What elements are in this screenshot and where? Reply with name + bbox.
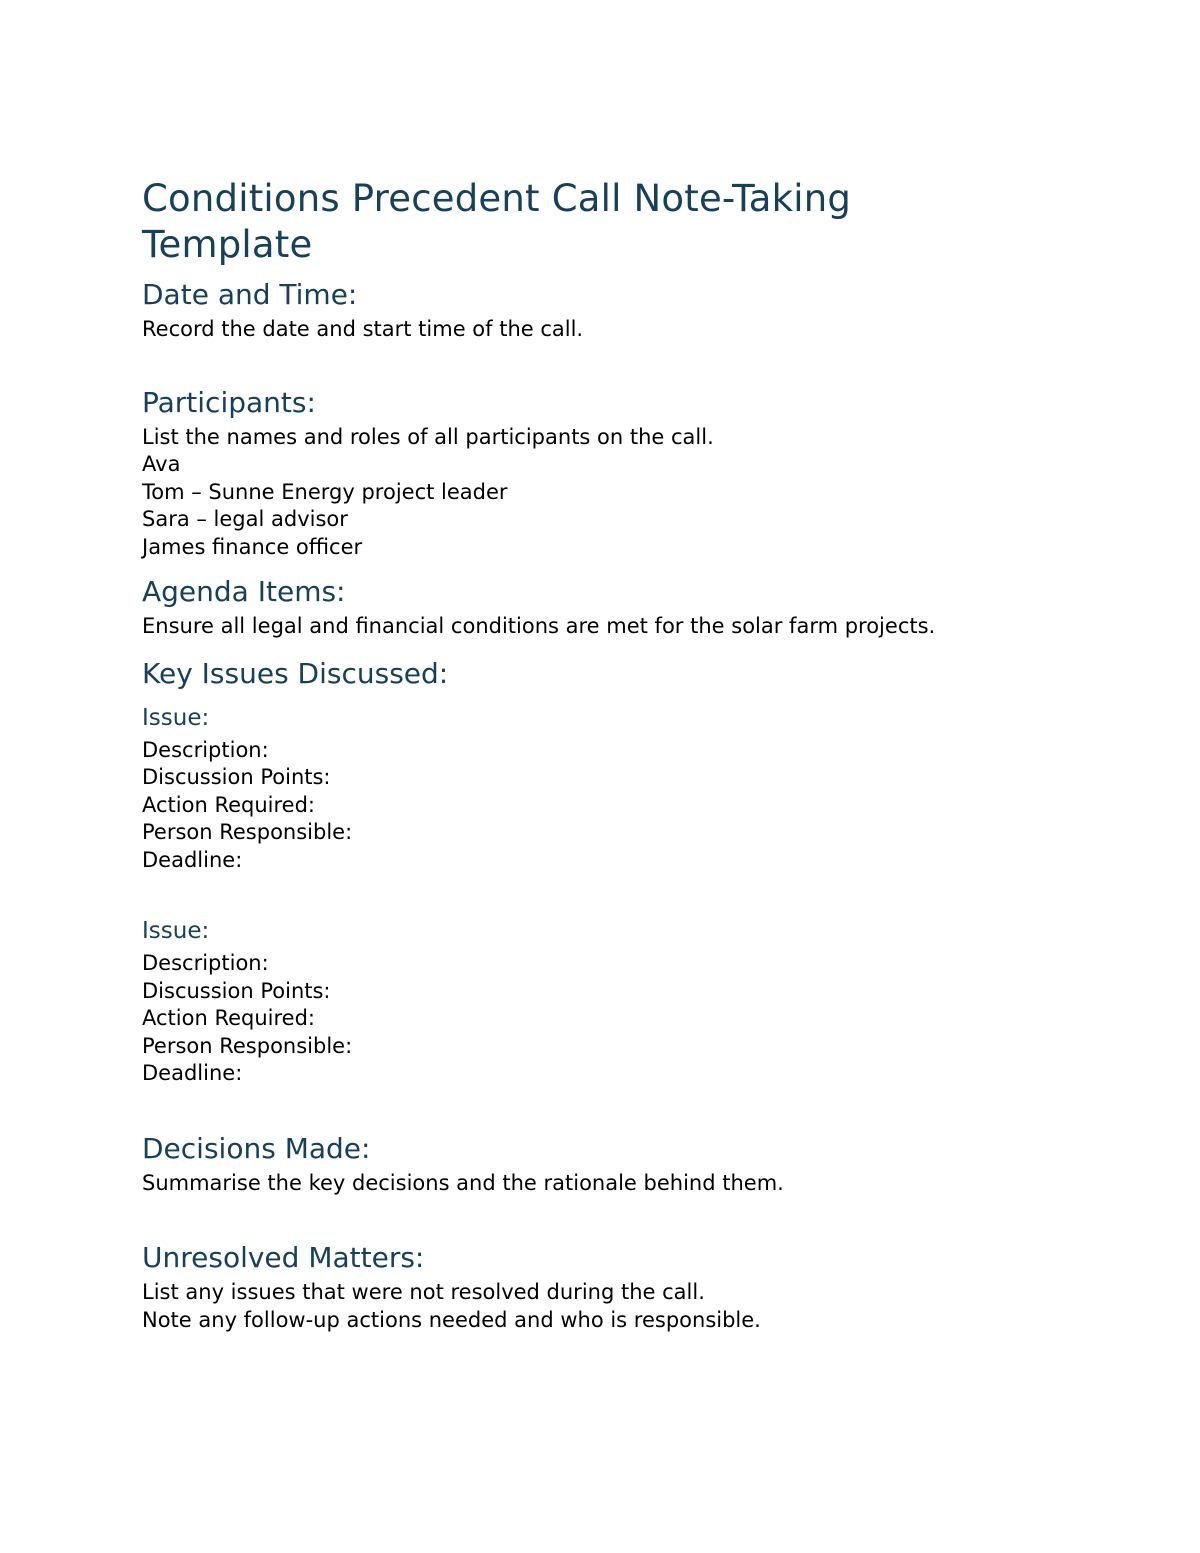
issue-block xyxy=(142,916,1102,1088)
date-time-text: Record the date and start time of the call. xyxy=(142,317,584,341)
heading-agenda: Agenda Items: xyxy=(142,575,346,608)
issue-field-deadline: Deadline: xyxy=(142,847,243,872)
heading-date-time: Date and Time: xyxy=(142,278,358,311)
heading-participants: Participants: xyxy=(142,385,316,419)
heading-key-issues: Key Issues Discussed: xyxy=(142,656,449,690)
heading-unresolved: Unresolved Matters: xyxy=(142,1241,425,1274)
decisions-text: Summarise the key decisions and the rationale behind them. xyxy=(142,1170,784,1195)
unresolved-line: Note any follow-up actions needed and who is responsible. xyxy=(142,1307,761,1332)
issue-heading: Issue: xyxy=(142,704,210,731)
participant-item: James finance officer xyxy=(142,534,363,559)
document-title: Conditions Precedent Call Note-Taking Template xyxy=(142,177,852,266)
issue-field-person-responsible: Person Responsible: xyxy=(142,820,353,844)
issue-field-action-required: Action Required: xyxy=(142,1006,315,1030)
issue-block xyxy=(142,703,1102,875)
participant-item: Sara – legal advisor xyxy=(142,507,348,531)
issue-field-description: Description: xyxy=(142,737,269,762)
agenda-text: Ensure all legal and financial conditions are met for the solar farm projects. xyxy=(142,614,936,638)
issue-field-discussion-points: Discussion Points: xyxy=(142,765,331,789)
document-page xyxy=(142,176,1102,1334)
participants-intro: List the names and roles of all participants on the call. xyxy=(142,424,714,449)
issue-field-action-required: Action Required: xyxy=(142,792,315,817)
issue-field-discussion-points: Discussion Points: xyxy=(142,978,331,1003)
section-participants xyxy=(142,386,1102,562)
participant-item: Tom – Sunne Energy project leader xyxy=(142,479,508,504)
section-agenda xyxy=(142,575,1102,641)
unresolved-line: List any issues that were not resolved during the call. xyxy=(142,1280,705,1304)
section-unresolved xyxy=(142,1241,1102,1334)
issue-field-person-responsible: Person Responsible: xyxy=(142,1033,353,1058)
issue-field-deadline: Deadline: xyxy=(142,1061,243,1085)
section-key-issues xyxy=(142,657,1102,1088)
heading-decisions: Decisions Made: xyxy=(142,1131,371,1165)
section-decisions xyxy=(142,1132,1102,1198)
issue-field-description: Description: xyxy=(142,951,269,975)
issue-heading: Issue: xyxy=(142,918,210,944)
participant-item: Ava xyxy=(142,452,181,476)
section-date-time xyxy=(142,278,1102,344)
